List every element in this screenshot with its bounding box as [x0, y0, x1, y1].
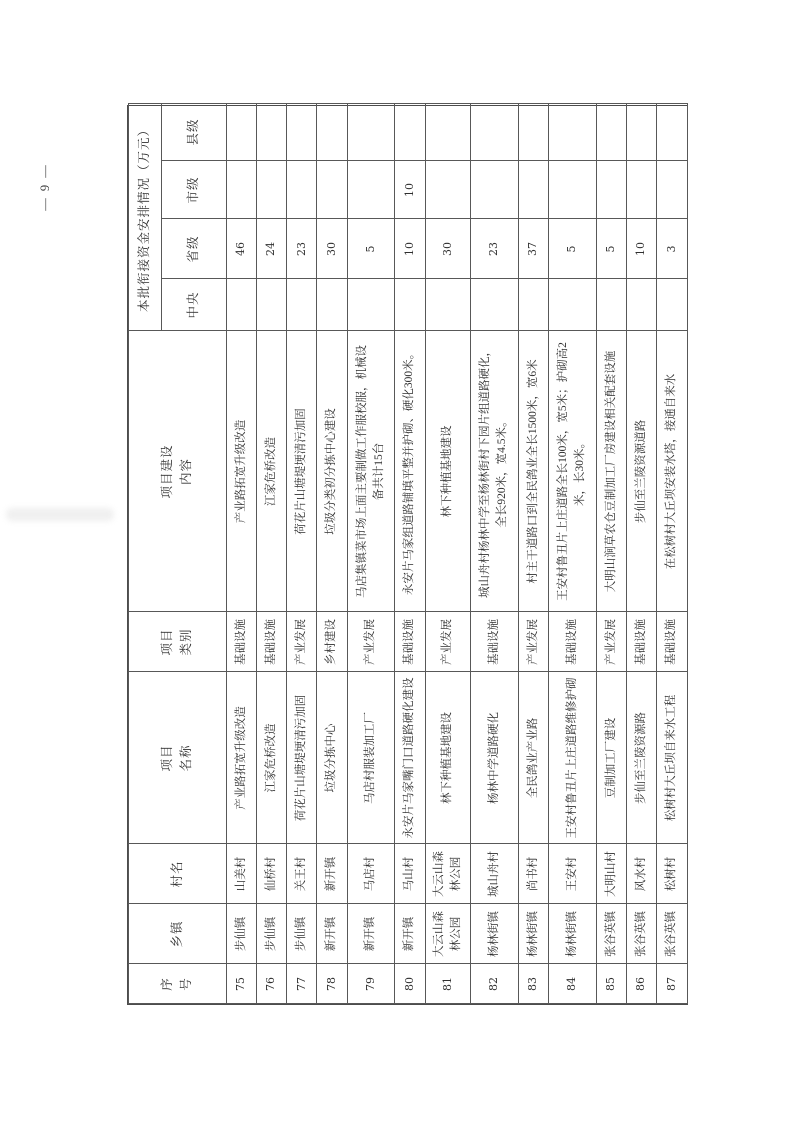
cell-county	[596, 104, 627, 162]
cell-category: 基础设施	[226, 612, 257, 673]
cell-county	[347, 104, 396, 162]
cell-central	[256, 279, 287, 332]
cell-municipal	[548, 161, 597, 220]
cell-village: 风水村	[626, 844, 657, 905]
table-row	[347, 106, 395, 1004]
cell-municipal	[425, 161, 472, 220]
cell-content: 荷花片山塘堤埂清污加固	[286, 331, 317, 613]
table-row	[425, 106, 471, 1004]
cell-name: 产业路拓宽升级改造	[226, 672, 257, 845]
cell-village: 城山舟村	[470, 844, 519, 905]
cell-town: 张谷英镇	[596, 904, 627, 965]
cell-provincial: 46	[226, 219, 257, 280]
cell-name: 马店村服装加工厂	[347, 672, 396, 845]
table-row	[657, 106, 687, 1004]
table-row	[395, 106, 425, 1004]
header-project-category: 项目类别	[128, 612, 227, 673]
header-no: 序号	[128, 964, 227, 1005]
cell-county	[548, 104, 597, 162]
cell-central	[316, 279, 347, 332]
cell-content: 马店集镇菜市场上面主要制做工作服校服，机械设备共计15台	[347, 331, 396, 613]
cell-central	[656, 279, 687, 332]
cell-central	[425, 279, 472, 332]
cell-municipal	[286, 161, 317, 220]
cell-provincial: 5	[548, 219, 597, 280]
cell-central	[286, 279, 317, 332]
cell-category: 基础设施	[626, 612, 657, 673]
project-funding-table	[127, 105, 688, 1005]
cell-central	[226, 279, 257, 332]
cell-county	[286, 104, 317, 162]
header-funding-county: 县级	[186, 118, 201, 146]
cell-name: 豆制加工厂建设	[596, 672, 627, 845]
cell-no: 81	[425, 964, 472, 1005]
cell-no: 79	[347, 964, 396, 1005]
cell-county	[226, 104, 257, 162]
cell-central	[518, 279, 549, 332]
cell-village: 尚书村	[518, 844, 549, 905]
cell-category: 基础设施	[394, 612, 425, 673]
cell-category: 基础设施	[470, 612, 519, 673]
cell-county	[518, 104, 549, 162]
cell-county	[394, 104, 425, 162]
cell-no: 78	[316, 964, 347, 1005]
cell-town: 杨林街镇	[470, 904, 519, 965]
cell-content: 林下种植基地建设	[425, 331, 472, 613]
table-row	[626, 106, 656, 1004]
header-town: 乡镇	[128, 904, 227, 965]
cell-municipal	[316, 161, 347, 220]
cell-town: 步仙镇	[256, 904, 287, 965]
cell-municipal	[256, 161, 287, 220]
cell-village: 马店村	[347, 844, 396, 905]
table-header-row	[128, 106, 226, 1004]
table-row	[471, 106, 519, 1004]
cell-town: 新开镇	[394, 904, 425, 965]
cell-name: 荷花片山塘堤埂清污加固	[286, 672, 317, 845]
cell-content: 王安村鲁丑片上庄道路全长100米，宽5米；护砌高2米，长30米。	[548, 331, 597, 613]
header-project-content: 项目建设内容	[128, 331, 227, 613]
cell-name: 永安片马家嘴门口道路硬化建设	[394, 672, 425, 845]
cell-no: 87	[656, 964, 687, 1005]
table-row	[287, 106, 317, 1004]
cell-no: 85	[596, 964, 627, 1005]
cell-village: 关王村	[286, 844, 317, 905]
cell-no: 77	[286, 964, 317, 1005]
cell-village: 大云山森林公园	[425, 844, 472, 905]
cell-category: 基础设施	[656, 612, 687, 673]
cell-provincial: 5	[596, 219, 627, 280]
cell-name: 垃圾分拣中心	[316, 672, 347, 845]
cell-name: 松树村大丘坝自来水工程	[656, 672, 687, 845]
cell-category: 产业发展	[347, 612, 396, 673]
cell-county	[425, 104, 472, 162]
cell-category: 产业发展	[518, 612, 549, 673]
cell-town: 步仙镇	[226, 904, 257, 965]
cell-provincial: 5	[347, 219, 396, 280]
cell-town: 大云山森林公园	[425, 904, 472, 965]
cell-town: 新开镇	[347, 904, 396, 965]
cell-town: 步仙镇	[286, 904, 317, 965]
table-row	[317, 106, 347, 1004]
cell-content: 大明山涧草农仓豆制加工厂房建设相关配套设施	[596, 331, 627, 613]
cell-name: 林下种植基地建设	[425, 672, 472, 845]
cell-village: 王安村	[548, 844, 597, 905]
rotated-table-container	[127, 105, 688, 1005]
cell-county	[470, 104, 519, 162]
cell-name: 步仙至兰陵资源路	[626, 672, 657, 845]
cell-content: 在松树村大丘坝安装水塔，接通自来水	[656, 331, 687, 613]
cell-village: 大明山村	[596, 844, 627, 905]
cell-content: 产业路拓宽升级改造	[226, 331, 257, 613]
cell-content: 垃圾分类初分拣中心建设	[316, 331, 347, 613]
header-project-name: 项目名称	[128, 672, 227, 845]
cell-provincial: 23	[286, 219, 317, 280]
header-funding-subcolumns	[162, 105, 226, 331]
cell-municipal: 10	[394, 161, 425, 220]
cell-no: 83	[518, 964, 549, 1005]
cell-provincial: 10	[626, 219, 657, 280]
cell-town: 张谷英镇	[626, 904, 657, 965]
cell-category: 乡村建设	[316, 612, 347, 673]
cell-town: 新开镇	[316, 904, 347, 965]
cell-town: 杨林街镇	[548, 904, 597, 965]
cell-county	[316, 104, 347, 162]
cell-central	[470, 279, 519, 332]
table-row	[256, 106, 286, 1004]
cell-provincial: 30	[316, 219, 347, 280]
cell-category: 产业发展	[596, 612, 627, 673]
cell-county	[656, 104, 687, 162]
table-row	[549, 106, 597, 1004]
cell-name: 杨林中学道路硬化	[470, 672, 519, 845]
cell-central	[626, 279, 657, 332]
cell-provincial: 23	[470, 219, 519, 280]
table-row	[596, 106, 626, 1004]
header-funding-municipal: 市级	[162, 161, 226, 219]
table-body	[226, 106, 687, 1004]
cell-no: 76	[256, 964, 287, 1005]
table-row	[226, 106, 256, 1004]
scan-artifact	[6, 508, 114, 521]
header-village: 村名	[128, 844, 227, 905]
cell-municipal	[347, 161, 396, 220]
cell-municipal	[226, 161, 257, 220]
cell-provincial: 3	[656, 219, 687, 280]
cell-content: 城山舟村杨林中学至杨林街村下园片组道路硬化，全长920米，宽4.5米。	[470, 331, 519, 613]
cell-name: 王安村鲁丑片上庄道路维修护砌	[548, 672, 597, 845]
cell-municipal	[626, 161, 657, 220]
cell-provincial: 24	[256, 219, 287, 280]
cell-central	[347, 279, 396, 332]
cell-town: 张谷英镇	[656, 904, 687, 965]
cell-no: 75	[226, 964, 257, 1005]
cell-village: 马山村	[394, 844, 425, 905]
table-row	[518, 106, 548, 1004]
cell-municipal	[518, 161, 549, 220]
cell-content: 江家危桥改造	[256, 331, 287, 613]
cell-category: 基础设施	[256, 612, 287, 673]
cell-central	[548, 279, 597, 332]
cell-content: 步仙至兰陵资源道路	[626, 331, 657, 613]
cell-category: 产业发展	[286, 612, 317, 673]
cell-central	[596, 279, 627, 332]
cell-name: 江家危桥改造	[256, 672, 287, 845]
cell-name: 全民鸽业产业路	[518, 672, 549, 845]
header-funding-group	[128, 104, 227, 332]
cell-county	[626, 104, 657, 162]
cell-provincial: 10	[394, 219, 425, 280]
cell-content: 永安片马家组道路铺填平整并护砌、硬化300米。	[394, 331, 425, 613]
cell-provincial: 30	[425, 219, 472, 280]
header-funding-provincial: 省级	[162, 219, 226, 279]
header-funding-group-label: 本批衔接资金安排情况（万元）	[129, 105, 162, 331]
cell-central	[394, 279, 425, 332]
cell-county	[256, 104, 287, 162]
header-funding-central: 中央	[162, 279, 226, 331]
cell-village: 仙桥村	[256, 844, 287, 905]
cell-provincial: 37	[518, 219, 549, 280]
cell-no: 82	[470, 964, 519, 1005]
cell-no: 80	[394, 964, 425, 1005]
cell-village: 新开镇	[316, 844, 347, 905]
cell-no: 86	[626, 964, 657, 1005]
cell-no: 84	[548, 964, 597, 1005]
cell-municipal	[596, 161, 627, 220]
cell-content: 村主干道路口到全民鸽业全长1500米，宽6米	[518, 331, 549, 613]
cell-municipal	[470, 161, 519, 220]
cell-village: 松树村	[656, 844, 687, 905]
cell-town: 杨林街镇	[518, 904, 549, 965]
cell-village: 山美村	[226, 844, 257, 905]
cell-category: 基础设施	[548, 612, 597, 673]
cell-municipal	[656, 161, 687, 220]
cell-category: 产业发展	[425, 612, 472, 673]
page-number: — 9 —	[38, 163, 52, 211]
